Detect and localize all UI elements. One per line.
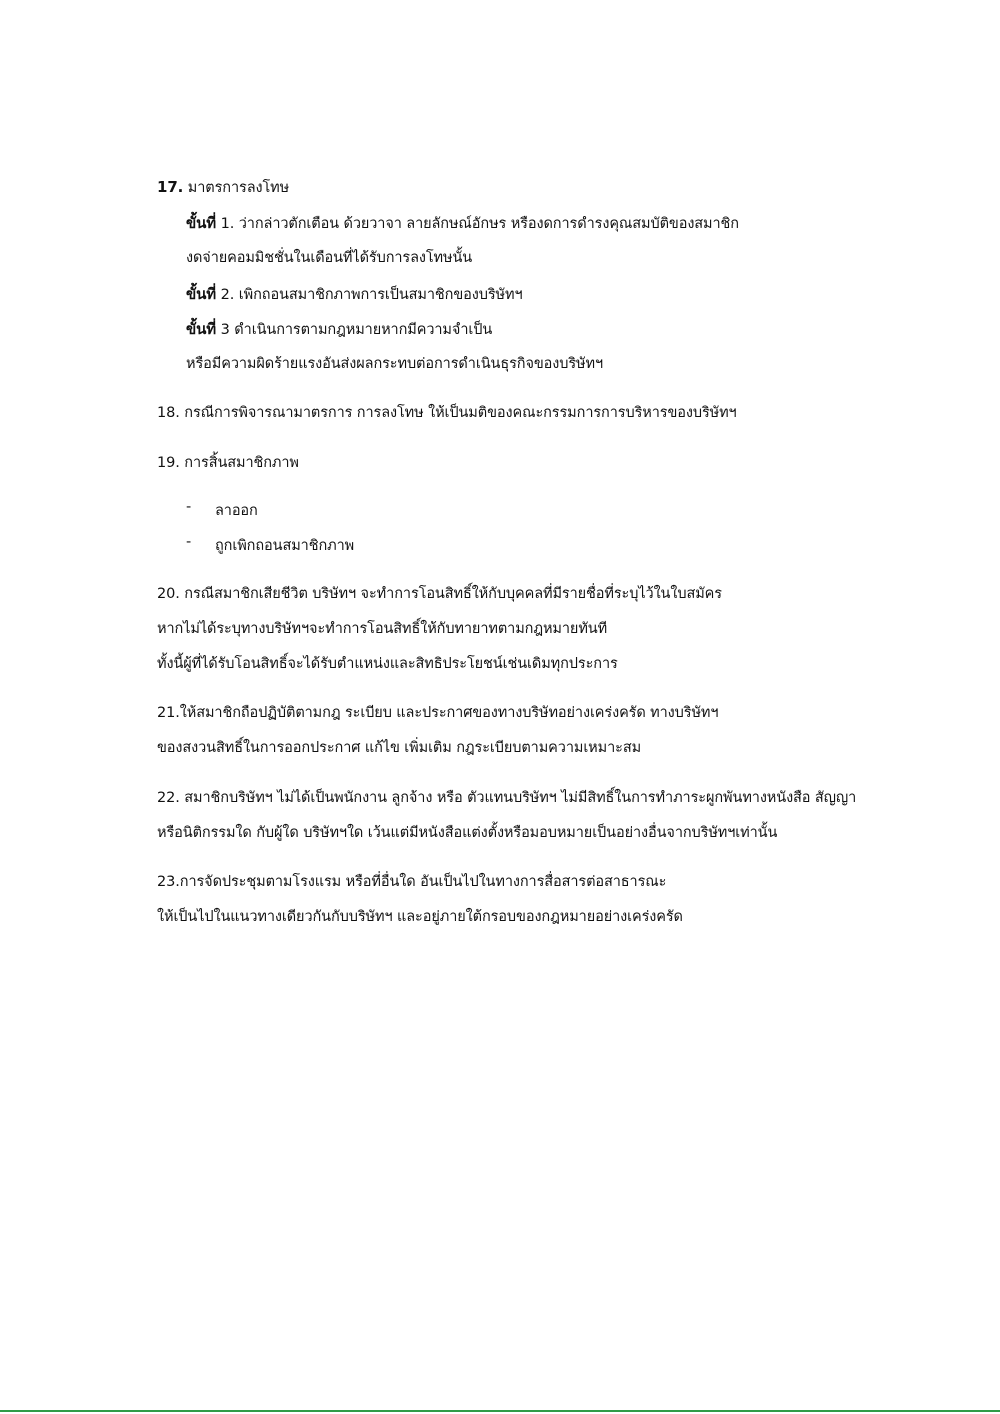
list-item bbox=[215, 499, 258, 522]
section-20-line-2 bbox=[157, 617, 607, 640]
section-23-line-1 bbox=[157, 870, 666, 893]
list-item bbox=[215, 534, 354, 557]
section-18-paragraph bbox=[157, 401, 737, 424]
section-21-line-1 bbox=[157, 701, 718, 724]
paragraph-line: หากไม่ได้ระบุทางบริษัทฯจะทำการโอนสิทธิ์ให้กับทายาทตามกฎหมายทันที bbox=[157, 621, 608, 637]
step-1-continuation bbox=[186, 246, 472, 269]
paragraph-line: ให้สมาชิกถือปฏิบัติตามกฎ ระเบียบ และประกาศของทางบริษัทอย่างเคร่งครัด ทางบริษัทฯ bbox=[179, 705, 719, 721]
section-number: 19. bbox=[157, 455, 180, 471]
step-text: 3 ดำเนินการตามกฎหมายหากมีความจำเป็น bbox=[220, 322, 493, 338]
step-text: 1. ว่ากล่าวตักเตือน ด้วยวาจา ลายลักษณ์อักษร หรืองดการดำรงคุณสมบัติของสมาชิก bbox=[220, 216, 739, 232]
step-3-continuation bbox=[186, 352, 603, 375]
section-number: 20. bbox=[157, 586, 180, 602]
list-item-text: ถูกเพิกถอนสมาชิกภาพ bbox=[215, 538, 355, 554]
section-17-heading bbox=[157, 176, 289, 199]
bullet-dash: - bbox=[186, 534, 192, 550]
section-22-line-1 bbox=[157, 786, 856, 809]
paragraph-line: ให้เป็นไปในแนวทางเดียวกันกับบริษัทฯ และอยู่ภายใต้กรอบของกฎหมายอย่างเคร่งครัด bbox=[157, 909, 683, 925]
step-1-line bbox=[186, 211, 739, 235]
paragraph-line: กรณีสมาชิกเสียชีวิต บริษัทฯ จะทำการโอนสิทธิ์ให้กับบุคคลที่มีรายชื่อที่ระบุไว้ในใบสมัคร bbox=[184, 586, 722, 602]
step-text: หรือมีความผิดร้ายแรงอันส่งผลกระทบต่อการดำเนินธุรกิจของบริษัทฯ bbox=[186, 356, 603, 372]
section-number: 17. bbox=[157, 178, 184, 196]
step-label: ขั้นที่ bbox=[186, 285, 217, 303]
step-label: ขั้นที่ bbox=[186, 320, 217, 338]
section-22-line-2 bbox=[157, 821, 777, 844]
section-number: 23. bbox=[157, 874, 180, 890]
paragraph-line: หรือนิติกรรมใด กับผู้ใด บริษัทฯใด เว้นแต่มีหนังสือแต่งตั้งหรือมอบหมายเป็นอย่างอื่นจากบริษัทฯเท่านั้น bbox=[157, 825, 778, 841]
paragraph-line: การสิ้นสมาชิกภาพ bbox=[184, 455, 299, 471]
bullet-dash: - bbox=[186, 499, 192, 515]
section-21-line-2 bbox=[157, 736, 641, 759]
section-number: 21. bbox=[157, 705, 180, 721]
section-20-line-1 bbox=[157, 582, 722, 605]
step-3-line bbox=[186, 317, 492, 341]
step-text: งดจ่ายคอมมิชชั่นในเดือนที่ได้รับการลงโทษนั้น bbox=[186, 250, 473, 266]
section-number: 22. bbox=[157, 790, 180, 806]
paragraph-line: สมาชิกบริษัทฯ ไม่ได้เป็นพนักงาน ลูกจ้าง หรือ ตัวแทนบริษัทฯ ไม่มีสิทธิ์ในการทำภาระผูกพันทางหนังสือ สัญญา bbox=[184, 790, 857, 806]
step-2-line bbox=[186, 282, 523, 306]
paragraph-line: กรณีการพิจารณามาตรการ การลงโทษ ให้เป็นมติของคณะกรรมการการบริหารของบริษัทฯ bbox=[184, 405, 737, 421]
section-20-line-3 bbox=[157, 652, 618, 675]
section-number: 18. bbox=[157, 405, 180, 421]
bottom-divider bbox=[0, 1410, 1000, 1412]
step-text: 2. เพิกถอนสมาชิกภาพการเป็นสมาชิกของบริษัทฯ bbox=[220, 287, 523, 303]
paragraph-line: การจัดประชุมตามโรงแรม หรือที่อื่นใด อันเป็นไปในทางการสื่อสารต่อสาธารณะ bbox=[179, 874, 667, 890]
section-title: มาตรการลงโทษ bbox=[187, 180, 290, 196]
paragraph-line: ทั้งนี้ผู้ที่ได้รับโอนสิทธิ์จะได้รับตำแหน่งและสิทธิประโยชน์เช่นเดิมทุกประการ bbox=[157, 656, 618, 672]
step-label: ขั้นที่ bbox=[186, 214, 217, 232]
paragraph-line: ของสงวนสิทธิ์ในการออกประกาศ แก้ไข เพิ่มเติม กฎระเบียบตามความเหมาะสม bbox=[157, 740, 642, 756]
section-19-paragraph bbox=[157, 451, 299, 474]
section-23-line-2 bbox=[157, 905, 683, 928]
list-item-text: ลาออก bbox=[215, 503, 258, 519]
